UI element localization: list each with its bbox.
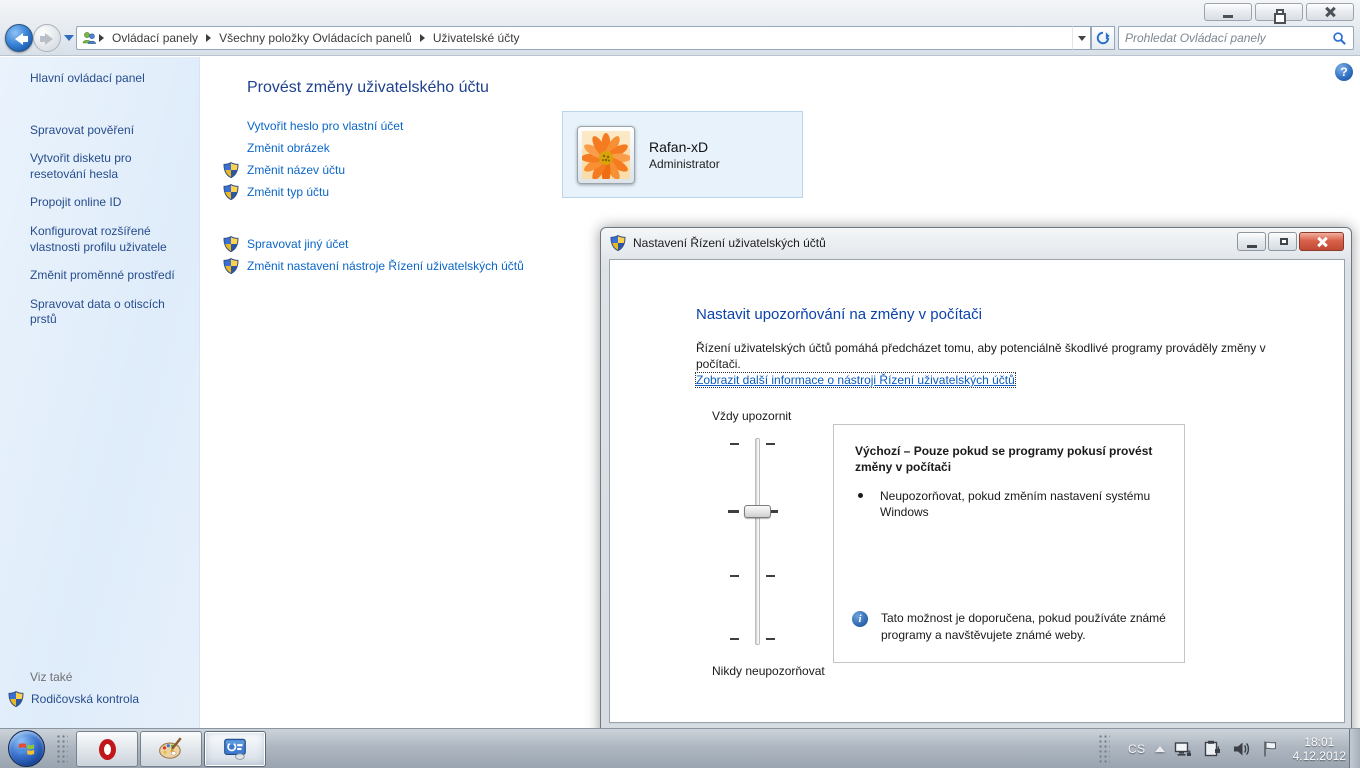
taskbar — [0, 728, 1360, 768]
sidebar-item-online-id[interactable]: Propojit online ID — [30, 195, 122, 210]
start-button[interactable] — [8, 730, 45, 767]
avatar — [577, 126, 635, 184]
slider-top-label: Vždy upozornit — [712, 409, 792, 423]
dialog-minimize-button[interactable] — [1237, 232, 1266, 251]
tray-grip[interactable] — [1098, 734, 1110, 764]
arrow-left-icon — [15, 33, 23, 45]
uac-shield-icon — [223, 258, 239, 274]
search-input[interactable] — [1119, 28, 1332, 48]
back-button[interactable] — [5, 24, 33, 52]
flower-avatar-image — [582, 131, 630, 179]
link-manage-another-account[interactable] — [223, 233, 524, 255]
dialog-heading: Nastavit upozorňování na změny v počítači — [696, 306, 982, 323]
slider-tick — [766, 638, 775, 640]
uac-shield-icon — [610, 235, 626, 251]
parental-controls-label: Rodičovská kontrola — [31, 692, 140, 706]
account-name: Rafan-xD — [649, 138, 709, 155]
info-box-bullet-text: Neupozorňovat, pokud změním nastavení systému Windows — [880, 489, 1151, 520]
link-create-password[interactable] — [223, 115, 524, 137]
breadcrumb-item-control-panel[interactable]: Ovládací panely — [112, 31, 199, 45]
sidebar-item-credentials[interactable]: Spravovat pověření — [30, 122, 135, 137]
link-change-uac-settings[interactable] — [223, 255, 524, 277]
sidebar-item-fingerprint-data[interactable]: Spravovat data o otiscích prstů — [30, 296, 165, 327]
show-hidden-icons-button[interactable] — [1155, 746, 1165, 752]
page-title: Provést změny uživatelského účtu — [247, 79, 489, 96]
slider-tick — [730, 638, 739, 640]
uac-shield-icon — [8, 691, 24, 707]
dialog-description: Řízení uživatelských účtů pomáhá předcházet tomu, aby potenciálně škodlivé programy prováděly změny v počítači. — [696, 341, 1266, 372]
chevron-down-icon — [64, 35, 74, 41]
minimize-button[interactable] — [1204, 3, 1252, 21]
breadcrumb-separator-icon — [420, 34, 425, 42]
account-task-links — [223, 115, 524, 277]
chevron-up-icon — [1155, 746, 1165, 752]
breadcrumb-item-all-items[interactable]: Všechny položky Ovládacích panelů — [219, 31, 412, 45]
refresh-icon — [1096, 31, 1110, 45]
taskbar-grip[interactable] — [56, 734, 68, 764]
uac-slider-track[interactable] — [755, 438, 760, 645]
show-desktop-button[interactable] — [1349, 729, 1360, 768]
minimize-icon — [1223, 15, 1233, 18]
sidebar — [0, 57, 200, 728]
slider-tick — [730, 443, 739, 445]
slider-tick — [728, 510, 739, 513]
sidebar-item-password-reset-disk[interactable]: Vytvořit disketu pro resetování hesla — [30, 151, 132, 181]
close-icon — [1316, 236, 1328, 248]
bullet-icon — [858, 493, 863, 498]
uac-slider-thumb[interactable] — [744, 505, 771, 518]
opera-icon — [99, 739, 116, 760]
network-icon[interactable] — [1174, 739, 1194, 759]
sidebar-item-home[interactable]: Hlavní ovládací panel — [30, 71, 145, 85]
recent-pages-dropdown[interactable] — [64, 35, 74, 41]
uac-level-info-box — [833, 424, 1185, 663]
breadcrumb-separator-icon — [99, 34, 104, 42]
sidebar-item-advanced-profile[interactable]: Konfigurovat rozšířené vlastnosti profilu uživatele — [30, 223, 167, 254]
uac-shield-icon — [223, 162, 239, 178]
arrow-right-icon — [45, 33, 53, 45]
taskbar-button-opera[interactable] — [76, 731, 138, 767]
link-label[interactable]: Vytvořit heslo pro vlastní účet — [247, 119, 404, 133]
dialog-maximize-button[interactable] — [1268, 232, 1297, 251]
uac-shield-icon — [223, 184, 239, 200]
dialog-titlebar[interactable] — [601, 228, 1351, 258]
volume-icon[interactable] — [1232, 739, 1252, 759]
dialog-title: Nastavení Řízení uživatelských účtů — [633, 236, 826, 250]
dialog-footer-divider — [609, 723, 1345, 724]
dialog-close-button[interactable] — [1299, 232, 1344, 251]
address-dropdown-button[interactable] — [1072, 26, 1091, 50]
search-icon[interactable] — [1332, 31, 1347, 46]
link-change-account-type[interactable] — [223, 181, 524, 203]
search-box — [1118, 26, 1354, 50]
control-panel-icon — [222, 736, 248, 762]
system-tray — [1119, 729, 1346, 768]
refresh-button[interactable] — [1091, 26, 1115, 50]
info-box-title: Výchozí – Pouze pokud se programy pokusí provést změny v počítači — [855, 444, 1153, 475]
link-label[interactable]: Změnit obrázek — [247, 141, 330, 155]
sidebar-item-environment-variables[interactable]: Změnit proměnné prostředí — [30, 268, 175, 283]
uac-settings-dialog — [600, 227, 1352, 768]
link-label[interactable]: Změnit typ účtu — [247, 185, 330, 199]
language-indicator[interactable]: CS — [1127, 742, 1146, 756]
see-also-heading: Viz také — [30, 670, 73, 684]
forward-button[interactable] — [33, 24, 61, 52]
close-icon — [1324, 6, 1336, 18]
action-center-flag-icon[interactable] — [1261, 739, 1281, 759]
info-box-note-text: Tato možnost je doporučena, pokud používáte známé programy a navštěvujete známé weby. — [881, 611, 1166, 642]
close-button[interactable] — [1306, 3, 1354, 21]
control-panel-window-chrome — [0, 0, 1360, 56]
help-button[interactable] — [1335, 63, 1353, 81]
info-box-note-row — [852, 610, 1172, 644]
slider-tick — [766, 443, 775, 445]
clock-date: 4.12.2012 — [1292, 749, 1346, 763]
windows-logo-icon — [17, 739, 36, 758]
slider-bottom-label: Nikdy neupozorňovat — [712, 664, 825, 678]
link-change-account-name[interactable] — [223, 159, 524, 181]
link-label[interactable]: Spravovat jiný účet — [247, 237, 349, 251]
paint-icon — [158, 736, 184, 762]
question-mark-icon: ? — [1340, 65, 1348, 79]
safely-remove-hardware-icon[interactable] — [1203, 739, 1223, 759]
window-caption-buttons — [1201, 3, 1354, 21]
breadcrumb-separator-icon — [206, 34, 211, 42]
restore-button[interactable] — [1255, 3, 1303, 21]
breadcrumb[interactable] — [76, 26, 1072, 50]
slider-tick — [730, 575, 739, 577]
dialog-content-panel — [609, 259, 1345, 723]
minimize-icon — [1247, 245, 1257, 248]
taskbar-button-control-panel[interactable] — [204, 731, 266, 767]
info-icon: i — [852, 611, 868, 627]
user-accounts-icon — [81, 30, 97, 46]
restore-icon — [1276, 9, 1284, 16]
link-label[interactable]: Změnit název účtu — [247, 163, 346, 177]
clock[interactable] — [1293, 735, 1346, 763]
slider-tick — [766, 575, 775, 577]
info-box-bullet-row — [858, 488, 1158, 520]
uac-shield-icon — [223, 236, 239, 252]
taskbar-button-paint[interactable] — [140, 731, 202, 767]
link-label[interactable]: Změnit nastavení nástroje Řízení uživatelských účtů — [247, 259, 524, 273]
chevron-down-icon — [1078, 36, 1086, 41]
uac-more-info-link[interactable]: Zobrazit další informace o nástroji Řízení uživatelských účtů — [696, 373, 1015, 387]
maximize-icon — [1280, 238, 1288, 245]
account-role: Administrator — [649, 156, 720, 171]
link-change-picture[interactable] — [223, 137, 524, 159]
clock-time: 18:01 — [1304, 735, 1335, 749]
sidebar-item-parental-controls[interactable] — [8, 691, 139, 707]
user-account-tile[interactable] — [562, 111, 803, 198]
breadcrumb-item-user-accounts[interactable]: Uživatelské účty — [432, 31, 520, 45]
